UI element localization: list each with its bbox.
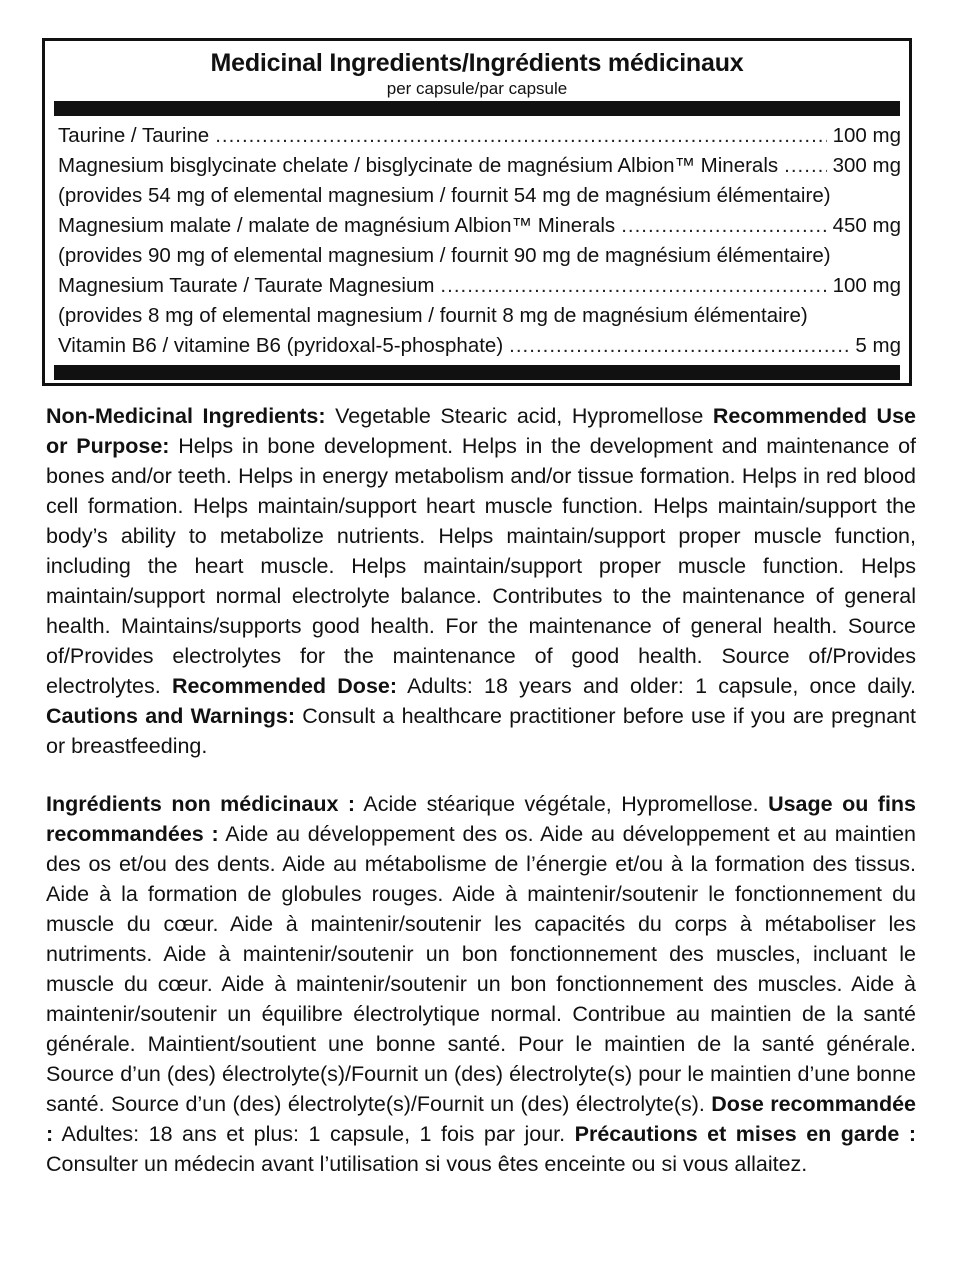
ingredient-note: (provides 90 mg of elemental magnesium / fournit 90 mg de magnésium élémentaire) xyxy=(58,244,831,267)
ingredient-name: Magnesium malate / malate de magnésium Albion™ Minerals xyxy=(58,214,616,237)
dose-text: Adultes: 18 ans et plus: 1 capsule, 1 fois par jour. xyxy=(53,1122,575,1146)
caution-text: Consulter un médecin avant l’utilisation si vous êtes enceinte ou si vous allaitez. xyxy=(46,1152,808,1176)
ingredient-name: Vitamin B6 / vitamine B6 (pyridoxal-5-phosphate) xyxy=(58,334,504,357)
french-label-text xyxy=(46,789,916,1179)
nmi-text: Acide stéarique végétale, Hypromellose. xyxy=(355,792,769,816)
ingredient-name: Magnesium bisglycinate chelate / bisglycinate de magnésium Albion™ Minerals xyxy=(58,154,779,177)
leader-dots xyxy=(509,334,849,358)
caution-label: Cautions and Warnings: xyxy=(46,704,295,728)
nmi-text: Vegetable Stearic acid, Hypromellose xyxy=(325,404,713,428)
ingredient-row xyxy=(58,214,901,244)
use-label: Usage ou fins recommandées : xyxy=(46,792,917,846)
panel-subtitle: per capsule/par capsule xyxy=(386,79,568,98)
nmi-label: Non-Medicinal Ingredients: xyxy=(46,404,326,428)
ingredient-row xyxy=(58,274,901,304)
ingredient-row xyxy=(58,124,901,154)
leader-dots xyxy=(440,274,826,298)
caution-text: Consult a healthcare practitioner before use if you are pregnant or breastfeeding. xyxy=(46,704,917,758)
ingredient-row xyxy=(58,334,901,364)
dose-text: Adults: 18 years and older: 1 capsule, once daily. xyxy=(397,674,916,698)
ingredient-list xyxy=(58,124,901,364)
ingredient-note: (provides 8 mg of elemental magnesium / fournit 8 mg de magnésium élémentaire) xyxy=(58,304,808,327)
ingredient-amount: 300 mg xyxy=(832,154,901,177)
dose-label: Recommended Dose: xyxy=(171,674,398,698)
bottom-divider-bar xyxy=(54,365,900,380)
top-divider-bar xyxy=(54,101,900,116)
ingredient-amount: 450 mg xyxy=(832,214,901,237)
medicinal-ingredients-panel xyxy=(42,38,912,386)
dose-label: Dose recommandée : xyxy=(46,1092,916,1146)
leader-dots xyxy=(784,154,826,178)
ingredient-name: Magnesium Taurate / Taurate Magnesium xyxy=(58,274,435,297)
use-text: Helps in bone development. Helps in the development and maintenance of bones and/or teeth. Helps in energy metabolism and/or tissue formation. Helps in red blood cell formation. Helps maintain/support heart muscle function. Helps maintain/support the body’s ability to metabolize nutrients. Helps maintain/support proper muscle function, including the heart muscle. Helps maintain/support proper muscle function. Helps maintain/support normal electrolyte balance. Contributes to the maintenance of general health. Maintains/supports good health. For the maintenance of general health. Source of/Provides electrolytes for the maintenance of good health. Source of/Provides electrolytes. xyxy=(46,434,917,698)
ingredient-amount: 100 mg xyxy=(832,274,901,297)
use-label: Recommended Use or Purpose: xyxy=(46,404,917,458)
english-label-text xyxy=(46,401,916,761)
ingredient-row xyxy=(58,154,901,184)
leader-dots xyxy=(621,214,826,238)
ingredient-note: (provides 54 mg of elemental magnesium / fournit 54 mg de magnésium élémentaire) xyxy=(58,184,831,207)
ingredient-amount: 100 mg xyxy=(832,124,901,147)
caution-label: Précautions et mises en garde : xyxy=(574,1122,916,1146)
leader-dots xyxy=(215,124,826,148)
ingredient-name: Taurine / Taurine xyxy=(58,124,210,147)
use-text: Aide au développement des os. Aide au développement et au maintien des os et/ou des dents. Aide au métabolisme de l’énergie et/ou à la formation des tissus. Aide à la formation de globules rouges. Aide à maintenir/soutenir le fonctionnement du muscle du cœur. Aide à maintenir/soutenir les capacités du corps à métaboliser les nutriments. Aide à maintenir/soutenir un bon fonctionnement des muscles, incluant le muscle du cœur. Aide à maintenir/soutenir un bon fonctionnement des muscles. Aide à maintenir/soutenir un équilibre électrolytique normal. Contribue au maintien de la santé générale. Maintient/soutient une bonne santé. Pour le maintien de la santé générale. Source d’un (des) électrolyte(s)/Fournit un (des) électrolyte(s) pour le maintien d’une bonne santé. Source d’un (des) électrolyte(s)/Fournit un (des) électrolyte(s). xyxy=(46,822,916,1116)
ingredient-amount: 5 mg xyxy=(855,334,901,357)
panel-title: Medicinal Ingredients/Ingrédients médicinaux xyxy=(210,49,744,77)
nmi-label: Ingrédients non médicinaux : xyxy=(46,792,356,816)
